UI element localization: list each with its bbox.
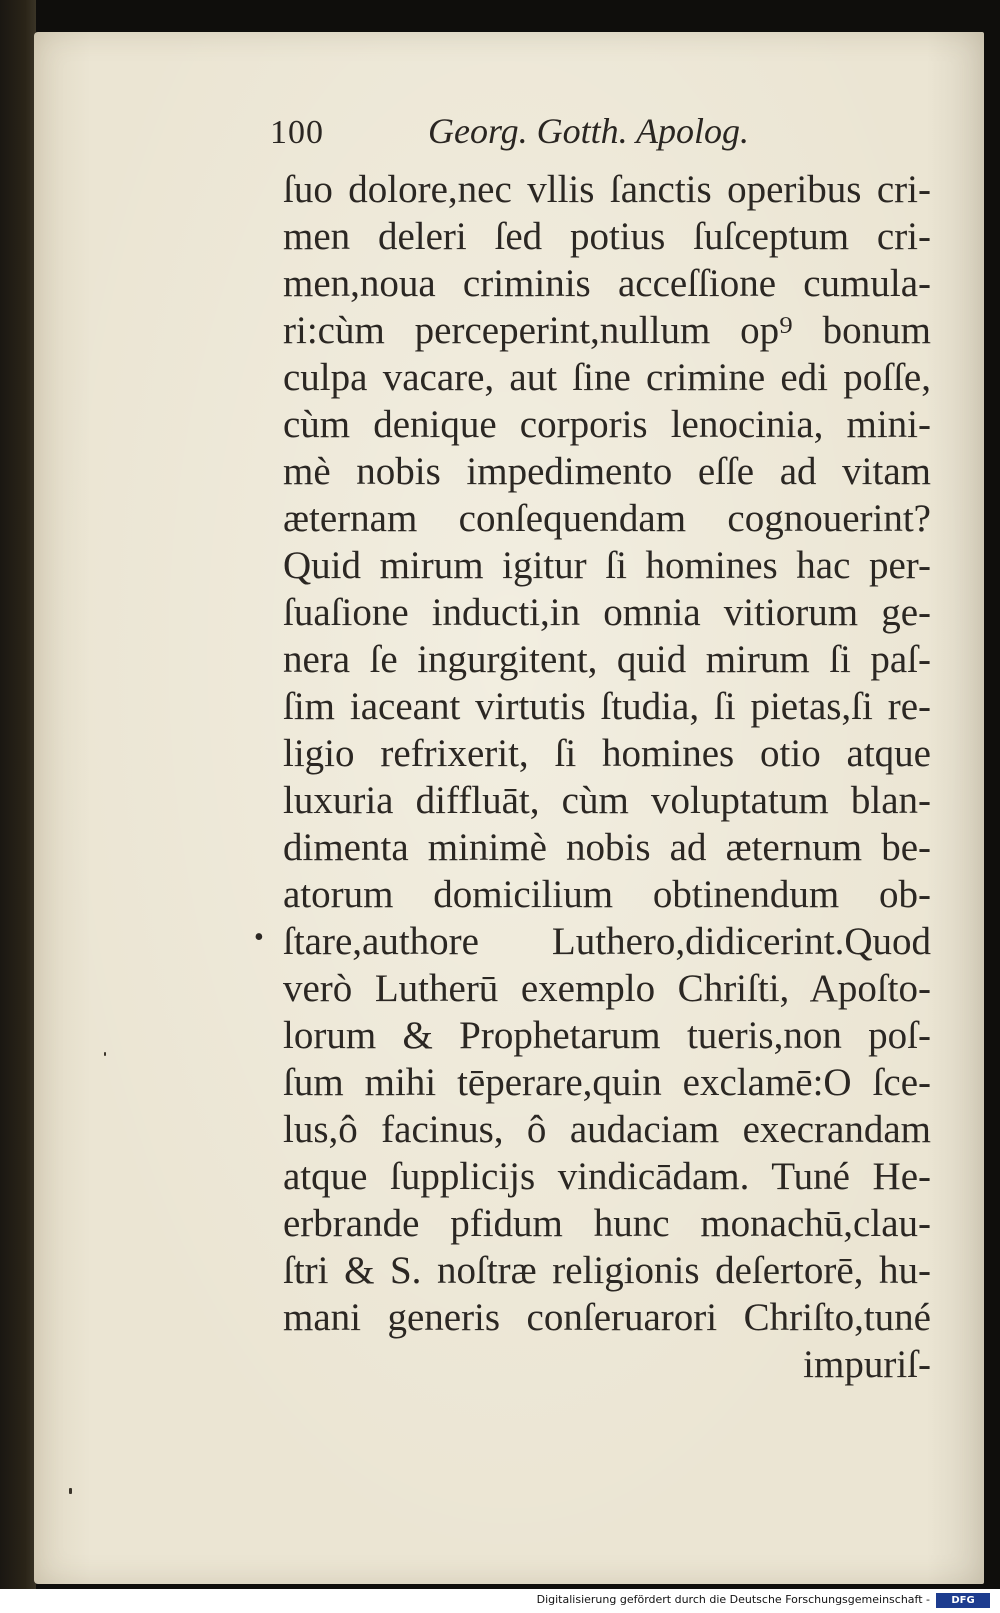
text-line: cùm denique corporis lenocinia, mini-	[283, 403, 931, 446]
text-line: mè nobis impedimento eſſe ad vitam	[283, 450, 931, 493]
paper-speck	[104, 1052, 106, 1056]
text-line: erbrande pfidum hunc monachū,clau-	[283, 1202, 931, 1245]
text-line: ſuaſione inducti,in omnia vitiorum ge-	[283, 591, 931, 634]
digitization-credit: Digitalisierung gefördert durch die Deutsche Forschungsgemeinschaft -	[536, 1593, 930, 1606]
dfg-logo: DFG	[936, 1593, 990, 1608]
text-line: luxuria diffluāt, cùm voluptatum blan-	[283, 779, 931, 822]
body-text	[283, 166, 931, 1388]
text-line: dimenta minimè nobis ad æternum be-	[283, 826, 931, 869]
book-gutter	[0, 0, 36, 1613]
running-head: Georg. Gotth. Apolog.	[428, 111, 749, 151]
text-line: culpa vacare, aut ſine crimine edi poſſe,	[283, 356, 931, 399]
text-line: Quid mirum igitur ſi homines hac per-	[283, 544, 931, 587]
text-line: men,noua criminis acceſſione cumula-	[283, 262, 931, 305]
catchword: impuriſ-	[803, 1343, 931, 1386]
text-line: ligio refrixerit, ſi homines otio atque	[283, 732, 931, 775]
text-line: ſim iaceant virtutis ſtudia, ſi pietas,ſi re-	[283, 685, 931, 728]
text-line: atque ſupplicijs vindicādam. Tuné He-	[283, 1155, 931, 1198]
text-line: lus,ô facinus, ô audaciam execrandam	[283, 1108, 931, 1151]
paper-speck	[69, 1488, 72, 1494]
page-header	[270, 108, 790, 160]
text-line: verò Lutherū exemplo Chriſti, Apoſto-	[283, 967, 931, 1010]
text-line: ri:cùm perceperint,nullum op⁹ bonum	[283, 309, 931, 352]
text-line: ſum mihi tēperare,quin exclamē:O ſce-	[283, 1061, 931, 1104]
text-line: atorum domicilium obtinendum ob-	[283, 873, 931, 916]
text-line: ſtri & S. noſtræ religionis deſertorē, hu-	[283, 1249, 931, 1292]
text-line: nera ſe ingurgitent, quid mirum ſi paſ-	[283, 638, 931, 681]
text-line: ſuo dolore,nec vllis ſanctis operibus cri-	[283, 168, 931, 211]
text-line: ſtare,authore Luthero,didicerint.Quod	[283, 920, 931, 963]
page-number: 100	[270, 114, 324, 151]
text-line: mani generis conſeruarori Chriſto,tuné	[283, 1296, 931, 1339]
text-line: men deleri ſed potius ſuſceptum cri-	[283, 215, 931, 258]
text-line: æternam conſequendam cognouerint?	[283, 497, 931, 540]
margin-mark: •	[254, 922, 264, 953]
footer-bar	[0, 1589, 1000, 1613]
text-line: lorum & Prophetarum tueris,non poſ-	[283, 1014, 931, 1057]
